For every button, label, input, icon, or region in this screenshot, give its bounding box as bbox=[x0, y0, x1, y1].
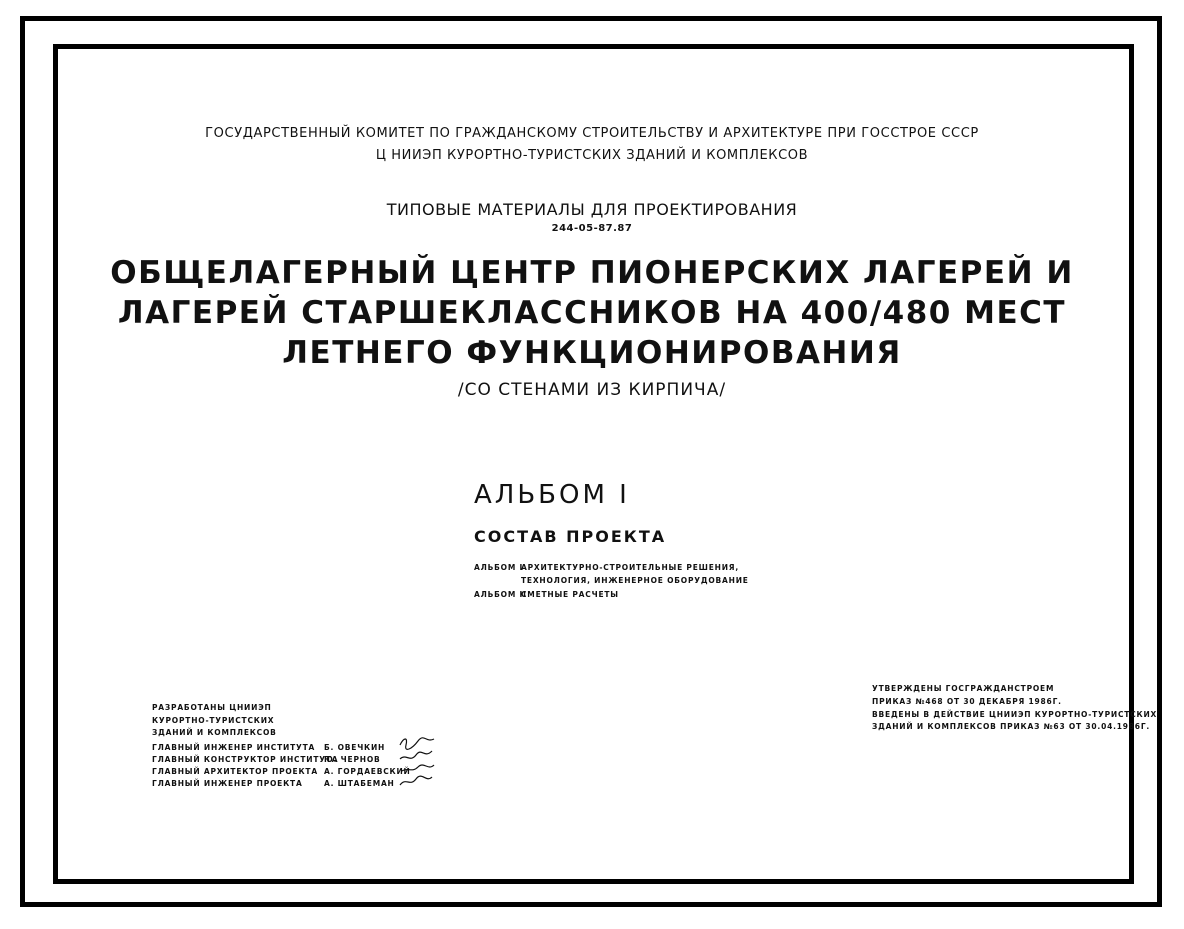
staff-role: ГЛАВНЫЙ КОНСТРУКТОР ИНСТИТУТА bbox=[152, 755, 339, 764]
developer-line: РАЗРАБОТАНЫ ЦНИИЭП bbox=[152, 703, 272, 712]
album-item-label: АЛЬБОМ I bbox=[474, 563, 524, 572]
staff-role: ГЛАВНЫЙ ИНЖЕНЕР ПРОЕКТА bbox=[152, 779, 303, 788]
staff-role: ГЛАВНЫЙ АРХИТЕКТОР ПРОЕКТА bbox=[152, 767, 318, 776]
walls-note: /СО СТЕНАМИ ИЗ КИРПИЧА/ bbox=[457, 380, 727, 400]
series-code: 244-05-87.87 bbox=[551, 223, 633, 234]
developer-line: КУРОРТНО-ТУРИСТСКИХ bbox=[152, 716, 275, 725]
composition-title: СОСТАВ ПРОЕКТА bbox=[474, 527, 667, 546]
staff-name: Ю. ЧЕРНОВ bbox=[324, 755, 381, 764]
institute-name: Ц НИИЭП КУРОРТНО-ТУРИСТСКИХ ЗДАНИЙ И КОМПЛЕКСОВ bbox=[375, 148, 809, 163]
album-item-desc: ТЕХНОЛОГИЯ, ИНЖЕНЕРНОЕ ОБОРУДОВАНИЕ bbox=[521, 576, 749, 585]
album-item-desc: АРХИТЕКТУРНО-СТРОИТЕЛЬНЫЕ РЕШЕНИЯ, bbox=[521, 563, 740, 572]
series-title: ТИПОВЫЕ МАТЕРИАЛЫ ДЛЯ ПРОЕКТИРОВАНИЯ bbox=[386, 200, 798, 219]
album-item-label: АЛЬБОМ II bbox=[474, 590, 527, 599]
project-title-line1: ОБЩЕЛАГЕРНЫЙ ЦЕНТР ПИОНЕРСКИХ ЛАГЕРЕЙ И bbox=[110, 255, 1074, 291]
staff-name: Б. ОВЕЧКИН bbox=[324, 743, 386, 752]
signatures bbox=[398, 735, 438, 795]
committee-name: ГОСУДАРСТВЕННЫЙ КОМИТЕТ ПО ГРАЖДАНСКОМУ СТРОИТЕЛЬСТВУ И АРХИТЕКТУРЕ ПРИ ГОССТРОЕ СССР bbox=[205, 126, 979, 141]
project-title-line3: ЛЕТНЕГО ФУНКЦИОНИРОВАНИЯ bbox=[282, 335, 902, 371]
staff-role: ГЛАВНЫЙ ИНЖЕНЕР ИНСТИТУТА bbox=[152, 743, 316, 752]
approval-line: ЗДАНИЙ И КОМПЛЕКСОВ ПРИКАЗ №63 ОТ 30.04.1986Г. bbox=[872, 722, 1151, 731]
project-title-line2: ЛАГЕРЕЙ СТАРШЕКЛАССНИКОВ НА 400/480 МЕСТ bbox=[117, 295, 1067, 331]
staff-name: А. ГОРДАЕВСКИЙ bbox=[324, 767, 411, 776]
album-title: АЛЬБОМ I bbox=[474, 480, 630, 510]
approval-line: ПРИКАЗ №468 ОТ 30 ДЕКАБРЯ 1986Г. bbox=[872, 697, 1062, 706]
approval-line: ВВЕДЕНЫ В ДЕЙСТВИЕ ЦНИИЭП КУРОРТНО-ТУРИСТСКИХ bbox=[872, 710, 1158, 719]
album-item-desc: СМЕТНЫЕ РАСЧЕТЫ bbox=[521, 590, 619, 599]
approval-line: УТВЕРЖДЕНЫ ГОСГРАЖДАНСТРОЕМ bbox=[872, 684, 1055, 693]
developer-line: ЗДАНИЙ И КОМПЛЕКСОВ bbox=[152, 728, 277, 737]
staff-name: А. ШТАБЕМАН bbox=[324, 779, 395, 788]
